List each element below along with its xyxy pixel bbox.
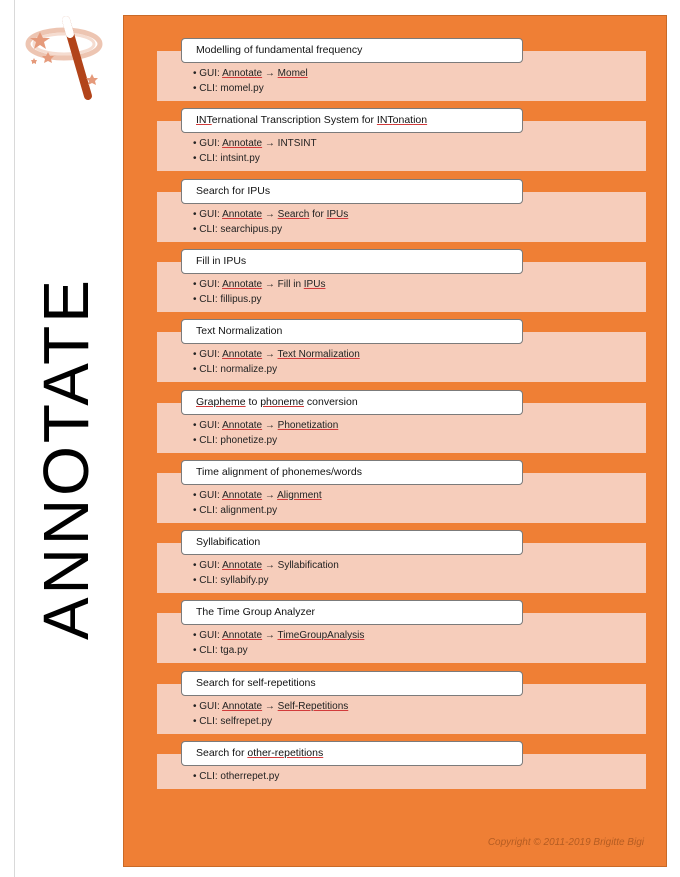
text-segment: • GUI: <box>193 138 223 150</box>
text-segment: IPUs <box>303 278 326 290</box>
text-segment: → <box>262 68 278 79</box>
text-segment: • CLI: selfrepet.py <box>193 715 273 727</box>
annotation-usage-line <box>193 81 646 96</box>
annotation-usage-line <box>193 488 646 503</box>
text-segment: • CLI: phonetize.py <box>193 434 278 446</box>
text-segment: Alignment <box>277 489 322 501</box>
text-segment: → <box>262 630 278 642</box>
page-border-line <box>14 0 15 877</box>
text-segment: Annotate <box>222 278 263 290</box>
text-segment: other-repetitions <box>247 747 324 759</box>
text-segment: Text Normalization <box>277 349 360 361</box>
text-segment: → <box>262 489 278 501</box>
text-segment: The Time Group Analyzer <box>196 606 316 619</box>
text-segment: Annotate <box>222 700 263 712</box>
annotation-usage-line <box>193 573 646 588</box>
text-segment: INT <box>376 114 393 127</box>
text-segment: • GUI: <box>193 419 223 431</box>
text-segment: • GUI: <box>193 700 223 712</box>
text-segment: to <box>245 395 261 408</box>
text-segment: • CLI: searchipus.py <box>193 223 283 235</box>
text-segment: onation <box>392 114 428 127</box>
annotation-card-title <box>181 38 523 63</box>
annotation-usage-line <box>193 418 646 433</box>
annotation-usage-line <box>193 151 646 166</box>
text-segment: Search for self-repetitions <box>196 676 316 689</box>
text-segment: conversion <box>304 395 358 408</box>
annotation-card-title <box>181 600 523 625</box>
text-segment: INT <box>196 114 212 127</box>
annotation-card-title <box>181 671 523 696</box>
text-segment: • CLI: normalize.py <box>193 364 278 376</box>
text-segment: → INTSINT <box>262 138 317 150</box>
annotation-usage-line <box>193 277 646 292</box>
text-segment: • CLI: fillipus.py <box>193 293 262 305</box>
text-segment: IPUs <box>326 208 349 220</box>
text-segment: • CLI: syllabify.py <box>193 575 269 587</box>
text-segment: Annotate <box>222 208 263 220</box>
text-segment: • GUI: <box>193 489 223 501</box>
text-segment: Annotate <box>222 630 263 642</box>
text-segment: → <box>262 349 278 361</box>
annotation-usage-line <box>193 66 646 81</box>
text-segment: • CLI: alignment.py <box>193 504 278 516</box>
annotation-card-title <box>181 530 523 555</box>
text-segment: Annotate <box>222 349 263 361</box>
annotation-card-title <box>181 179 523 204</box>
annotation-usage-line <box>193 558 646 573</box>
annotation-usage-line <box>193 503 646 518</box>
annotation-card-title <box>181 390 523 415</box>
text-segment: Grapheme <box>196 395 246 408</box>
text-segment: Self-Repetitions <box>277 700 349 712</box>
annotation-usage-line <box>193 347 646 362</box>
text-segment: Annotate <box>222 419 263 431</box>
text-segment: Annotate <box>222 560 263 572</box>
annotation-card-title <box>181 249 523 274</box>
text-segment: → <box>262 419 278 431</box>
text-segment: • CLI: intsint.py <box>193 153 260 165</box>
text-segment: → Syllabification <box>262 560 339 572</box>
annotation-usage-line <box>193 292 646 307</box>
annotation-usage-line <box>193 362 646 377</box>
text-segment: Fill in IPUs <box>196 254 247 267</box>
text-segment: Annotate <box>222 489 263 501</box>
text-segment: Annotate <box>222 68 263 79</box>
copyright-text: Copyright © 2011-2019 Brigitte Bigi <box>487 837 644 848</box>
text-segment: • GUI: <box>193 68 223 79</box>
text-segment: • GUI: <box>193 208 223 220</box>
annotation-usage-line <box>193 136 646 151</box>
text-segment: • CLI: otherrepet.py <box>193 771 280 782</box>
annotation-usage-line <box>193 643 646 658</box>
annotation-card-title <box>181 460 523 485</box>
text-segment: • GUI: <box>193 349 223 361</box>
annotation-usage-line <box>193 207 646 222</box>
text-segment: • CLI: momel.py <box>193 83 264 94</box>
annotation-card-title <box>181 319 523 344</box>
text-segment: Search <box>277 208 310 220</box>
annotation-card-title <box>181 108 523 133</box>
annotation-usage-line <box>193 769 646 784</box>
annotation-card-title <box>181 741 523 766</box>
text-segment: Search for <box>196 747 248 759</box>
text-segment: phoneme <box>260 395 304 408</box>
text-segment: • GUI: <box>193 560 223 572</box>
annotation-usage-line <box>193 699 646 714</box>
text-segment: Modelling of fundamental frequency <box>196 44 363 56</box>
text-segment: Search for IPUs <box>196 184 271 197</box>
text-segment: • GUI: <box>193 278 223 290</box>
annotation-usage-line <box>193 714 646 729</box>
text-segment: for <box>309 208 327 220</box>
annotation-usage-line <box>193 222 646 237</box>
text-segment: Text Normalization <box>196 325 283 338</box>
text-segment: → <box>262 208 278 220</box>
text-segment: TimeGroupAnalysis <box>277 630 365 642</box>
text-segment: Phonetization <box>277 419 339 431</box>
page-title: ANNOTATE <box>30 277 102 640</box>
text-segment: ernational Transcription System for <box>211 114 377 127</box>
annotation-usage-line <box>193 628 646 643</box>
text-segment: Annotate <box>222 138 263 150</box>
text-segment: • GUI: <box>193 630 223 642</box>
annotation-usage-line <box>193 433 646 448</box>
text-segment: Momel <box>277 68 308 79</box>
text-segment: → Fill in <box>262 278 304 290</box>
text-segment: • CLI: tga.py <box>193 645 248 657</box>
magic-wand-logo-icon <box>20 14 104 104</box>
text-segment: → <box>262 700 278 712</box>
text-segment: Syllabification <box>196 536 261 549</box>
text-segment: Time alignment of phonemes/words <box>196 465 362 478</box>
